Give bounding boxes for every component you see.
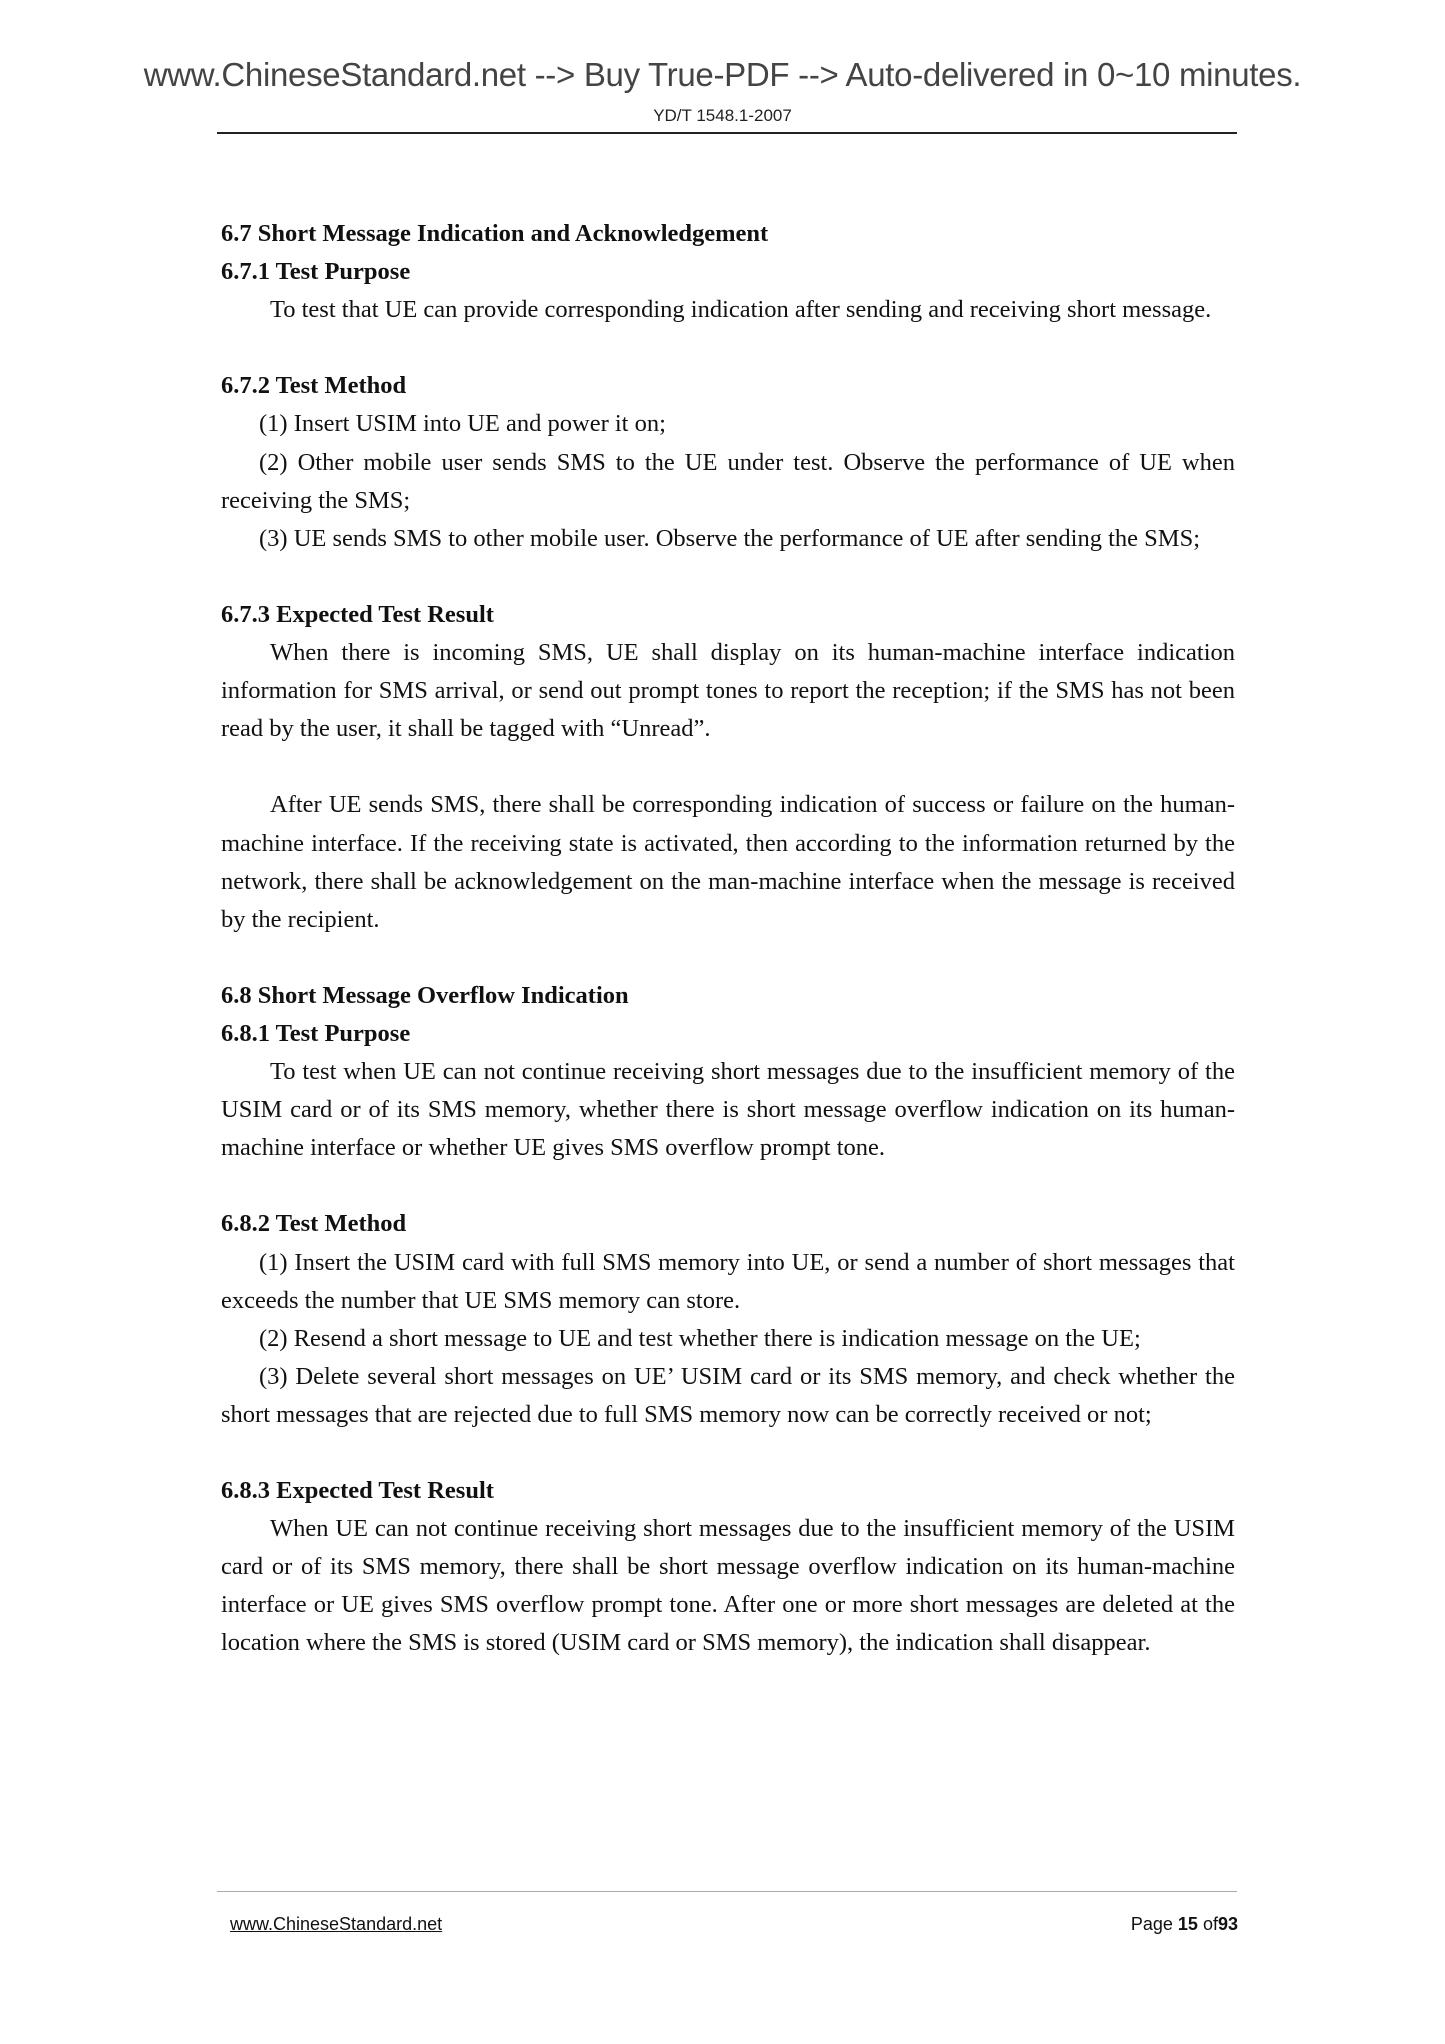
paragraph: To test when UE can not continue receiving short messages due to the insufficient memory of the USIM card or of its SMS memory, whether there is short message overflow indication on its human-machine interface or whether UE gives SMS overflow prompt tone.: [221, 1058, 1235, 1162]
page-content: [221, 215, 1235, 1663]
paragraph: When there is incoming SMS, UE shall display on its human-machine interface indication information for SMS arrival, or send out prompt tones to report the reception; if the SMS has not been read by the user, it shall be tagged with “Unread”.: [221, 639, 1235, 743]
of-label: of: [1202, 1914, 1218, 1934]
total-pages: 93: [1217, 1914, 1238, 1934]
page-label: Page: [1130, 1914, 1173, 1934]
document-id: YD/T 1548.1-2007: [653, 106, 792, 125]
paragraph: To test that UE can provide corresponding indication after sending and receiving short message.: [270, 296, 1212, 324]
subsection-heading: 6.8.3 Expected Test Result: [221, 1477, 494, 1505]
section-heading: 6.8 Short Message Overflow Indication: [221, 981, 629, 1009]
subsection-heading: 6.8.2 Test Method: [221, 1210, 407, 1238]
footer-divider: [217, 1891, 1237, 1892]
site-banner: www.ChineseStandard.net --> Buy True-PDF --> Auto-delivered in 0~10 minutes.: [143, 56, 1302, 93]
paragraph: After UE sends SMS, there shall be corresponding indication of success or failure on the human-machine interface. If the receiving state is activated, then according to the information returned by the network, there shall be acknowledgement on the man-machine interface when the message is received by the recipient.: [221, 791, 1235, 933]
subsection-heading: 6.8.1 Test Purpose: [221, 1019, 411, 1047]
current-page: 15: [1177, 1914, 1198, 1934]
list-item: (1) Insert USIM into UE and power it on;: [259, 410, 666, 438]
list-item: (3) Delete several short messages on UE’ USIM card or its SMS memory, and check whether the short messages that are rejected due to full SMS memory now can be correctly received or not;: [221, 1362, 1235, 1428]
subsection-heading: 6.7.2 Test Method: [221, 372, 407, 400]
list-item: (3) UE sends SMS to other mobile user. Observe the performance of UE after sending the SMS;: [259, 524, 1201, 552]
header-divider: [217, 132, 1237, 134]
subsection-heading: 6.7.3 Expected Test Result: [221, 600, 494, 628]
list-item: (2) Resend a short message to UE and test whether there is indication message on the UE;: [259, 1324, 1141, 1352]
paragraph: When UE can not continue receiving short messages due to the insufficient memory of the USIM card or of its SMS memory, there shall be short message overflow indication on its human-machine interface or UE gives SMS overflow prompt tone. After one or more short messages are deleted at the location where the SMS is stored (USIM card or SMS memory), the indication shall disappear.: [221, 1515, 1235, 1657]
subsection-heading: 6.7.1 Test Purpose: [221, 258, 411, 286]
list-item: (1) Insert the USIM card with full SMS memory into UE, or send a number of short messages that exceeds the number that UE SMS memory can store.: [221, 1248, 1235, 1314]
page-number: [1131, 1914, 1238, 1935]
section-heading: 6.7 Short Message Indication and Acknowledgement: [221, 220, 769, 247]
footer-site-link[interactable]: www.ChineseStandard.net: [230, 1914, 443, 1934]
list-item: (2) Other mobile user sends SMS to the UE under test. Observe the performance of UE when receiving the SMS;: [221, 448, 1235, 514]
